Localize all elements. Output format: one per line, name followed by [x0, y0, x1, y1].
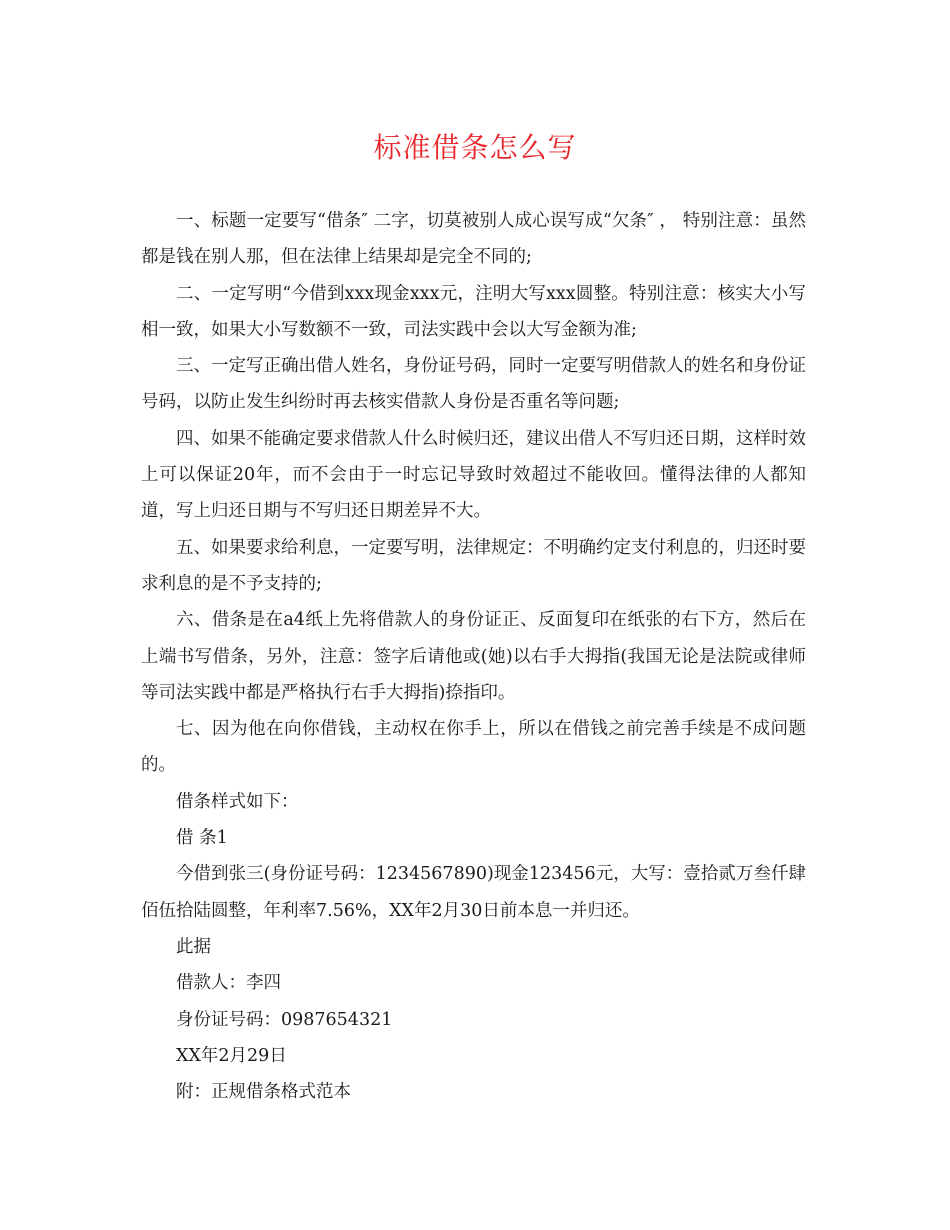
- paragraph-2: 二、一定写明“今借到xxx现金xxx元，注明大写xxx圆整。特别注意：核实大小写相一致，如果大小写数额不一致，司法实践中会以大写金额为准;: [141, 283, 806, 340]
- paragraph-4: 四、如果不能确定要求借款人什么时候归还，建议出借人不写归还日期，这样时效上可以保证20年，而不会由于一时忘记导致时效超过不能收回。懂得法律的人都知道，写上归还日期与不写归还日期差异不大。: [141, 428, 806, 522]
- appendix-note: 附：正规借条格式范本: [176, 1082, 351, 1103]
- paragraph-7: 七、因为他在向你借钱，主动权在你手上，所以在借钱之前完善手续是不成问题的。: [141, 719, 806, 776]
- paragraph-3: 三、一定写正确出借人姓名，身份证号码，同时一定要写明借款人的姓名和身份证号码，以防止发生纠纷时再去核实借款人身份是否重名等问题;: [141, 356, 806, 413]
- paragraph-5: 五、如果要求给利息，一定要写明，法律规定：不明确约定支付利息的，归还时要求利息的是不予支持的;: [141, 537, 806, 594]
- sample-date: XX年2月29日: [176, 1045, 287, 1066]
- document-body: [141, 203, 806, 1110]
- sample-closing: 此据: [176, 936, 211, 957]
- sample-borrower: 借款人：李四: [176, 973, 281, 994]
- paragraph-6: 六、借条是在a4纸上先将借款人的身份证正、反面复印在纸张的右下方，然后在上端书写借条，另外，注意：签字后请他或(她)以右手大拇指(我国无论是法院或律师等司法实践中都是严格执行右手大拇指)捺指印。: [141, 610, 806, 703]
- sample-body: 今借到张三(身份证号码：1234567890)现金123456元，大写：壹拾贰万叁仟肆佰伍拾陆圆整，年利率7.56%，XX年2月30日前本息一并归还。: [141, 864, 806, 921]
- page-title: 标准借条怎么写: [373, 131, 577, 164]
- paragraph-1: 一、标题一定要写“借条″ 二字，切莫被别人成心误写成“欠条″ ， 特别注意：虽然都是钱在别人那，但在法律上结果却是完全不同的;: [141, 211, 806, 268]
- sample-intro: 借条样式如下：: [176, 791, 299, 812]
- sample-id-number: 身份证号码：0987654321: [176, 1009, 393, 1030]
- sample-title: 借 条1: [176, 828, 228, 849]
